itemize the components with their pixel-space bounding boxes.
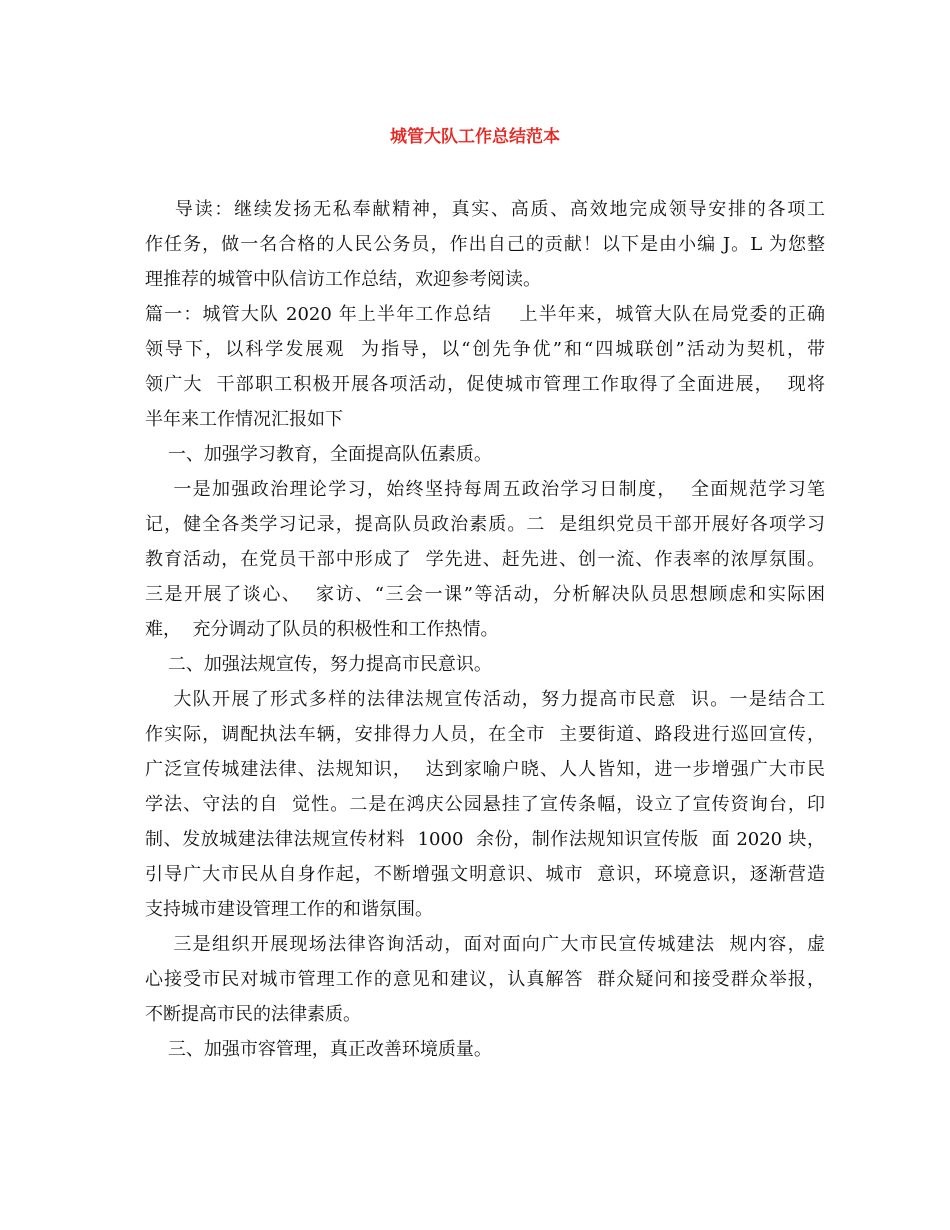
text-line: 二、加强法规宣传，努力提高市民意识。 [145, 654, 492, 675]
text-line: 记，健全各类学习记录，提高队员政治素质。二 是组织党员干部开展好各项学习 [145, 514, 825, 535]
text-line: 制、发放城建法律法规宣传材料 1000 余份，制作法规知识宣传版 面 2020 块， [145, 829, 825, 850]
text-line: 教育活动，在党员干部中形成了 学先进、赶先进、创一流、作表率的浓厚氛围。 [145, 549, 825, 570]
text-line: 不断提高市民的法律素质。 [145, 1004, 361, 1025]
text-line: 学法、守法的自 觉性。二是在鸿庆公园悬挂了宣传条幅，设立了宣传资询台，印 [145, 794, 825, 815]
text-line: 导读：继续发扬无私奉献精神，真实、高质、高效地完成领导安排的各项工 [145, 199, 825, 220]
text-line: 引导广大市民从自身作起，不断增强文明意识、城市 意识，环境意识，逐渐营造 [145, 864, 825, 885]
text-line: 一是加强政治理论学习，始终坚持每周五政治学习日制度， 全面规范学习笔 [145, 479, 825, 500]
text-line: 作实际，调配执法车辆，安排得力人员，在全市 主要街道、路段进行巡回宣传， [145, 724, 825, 745]
text-line: 一、加强学习教育，全面提高队伍素质。 [145, 444, 492, 465]
text-line: 三是开展了谈心、 家访、“三会一课”等活动，分析解决队员思想顾虑和实际困 [145, 584, 825, 605]
text-line: 三、加强市容管理，真正改善环境质量。 [145, 1039, 492, 1060]
text-line: 心接受市民对城市管理工作的意见和建议，认真解答 群众疑问和接受群众举报， [145, 969, 825, 990]
text-line: 难， 充分调动了队员的积极性和工作热情。 [145, 619, 499, 640]
text-line: 广泛宣传城建法律、法规知识， 达到家喻户晓、人人皆知，进一步增强广大市民 [145, 759, 825, 780]
text-line: 领导下，以科学发展观 为指导，以“创先争优”和“四城联创”活动为契机，带 [145, 339, 825, 360]
text-line: 三是组织开展现场法律咨询活动，面对面向广大市民宣传城建法 规内容，虚 [145, 934, 825, 955]
text-line: 作任务，做一名合格的人民公务员，作出自己的贡献！以下是由小编 J。L 为您整 [145, 234, 825, 255]
text-line: 理推荐的城管中队信访工作总结，欢迎参考阅读。 [145, 269, 541, 290]
document-title: 城管大队工作总结范本 [390, 127, 560, 147]
text-line: 半年来工作情况汇报如下 [145, 409, 343, 430]
document-body [145, 192, 825, 1067]
text-line: 领广大 干部职工积极开展各项活动，促使城市管理工作取得了全面进展， 现将 [145, 374, 825, 395]
text-line: 篇一：城管大队 2020 年上半年工作总结 上半年来，城管大队在局党委的正确 [145, 304, 825, 325]
text-line: 大队开展了形式多样的法律法规宣传活动，努力提高市民意 识。一是结合工 [145, 689, 825, 710]
text-line: 支持城市建设管理工作的和谐氛围。 [145, 899, 433, 920]
